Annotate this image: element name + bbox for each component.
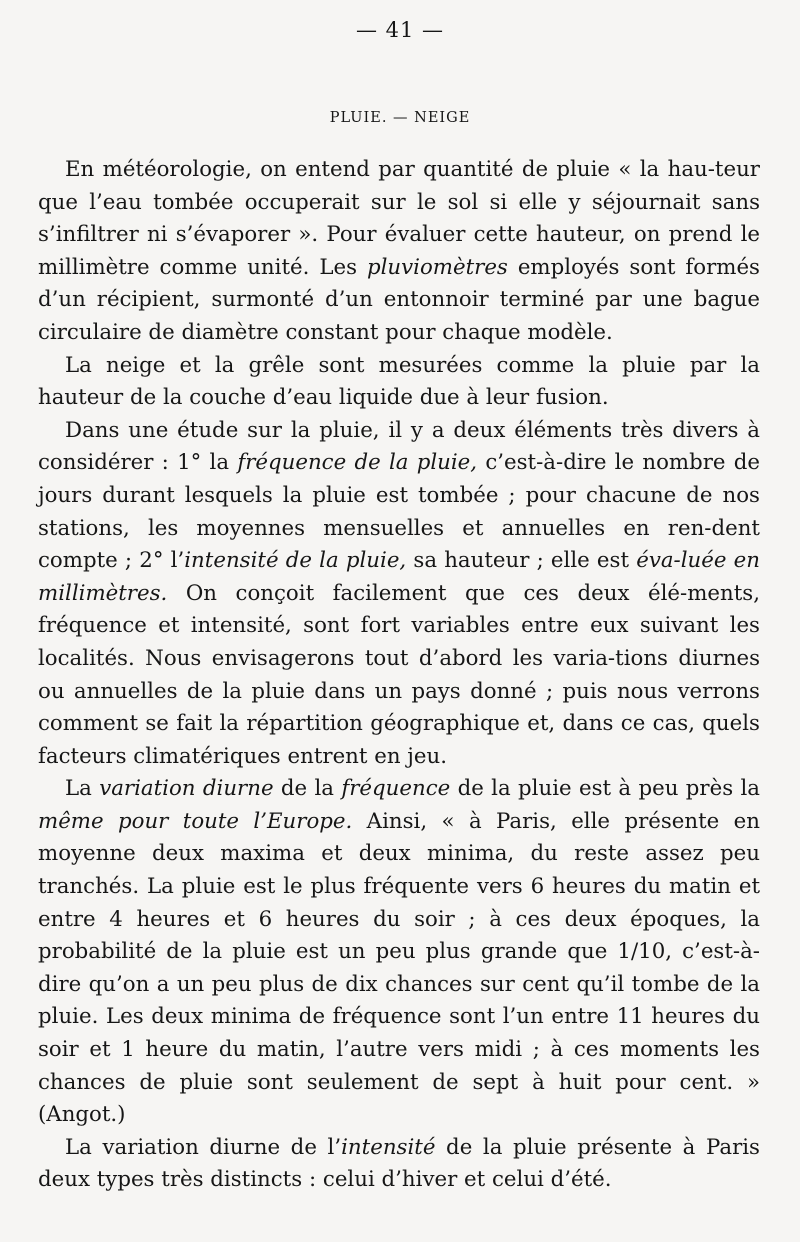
paragraph-elements — [38, 415, 760, 774]
text-run: Ainsi, « à Paris, elle présente en moyenne deux maxima et deux minima, du reste assez peu tranchés. La pluie est le plus fréquente vers 6 heures du matin et entre 4 heures et 6 heures du soir ; à ces deux époques, la probabilité de la pluie est un peu plus grande que 1/10, c’est-à-dire qu’on a un peu plus de dix chances sur cent qu’il tombe de la pluie. Les deux minima de fréquence sont l’un entre 11 heures du soir et 1 heure du matin, l’autre vers midi ; à ces moments les chances de pluie sont seulement de sept à huit pour cent. » (Angot.) — [38, 808, 760, 1128]
text-run: On conçoit facilement que ces deux élé-ments, fréquence et intensité, sont fort variables entre eux suivant les localités. Nous envisagerons tout d’abord les varia-tions diurnes ou annuelles de la pluie dans un pays donné ; puis nous verrons comment se fait la répartition géographique et, dans ce cas, quels facteurs climatériques entrent en jeu. — [38, 580, 760, 769]
italic-run: fréquence — [341, 776, 451, 802]
paragraph-diurnal-intensity — [38, 1132, 760, 1197]
text-run: c’est-à-dire le nombre de jours durant lesquels la pluie est tombée ; pour chacune de nos stations, les moyennes mensuelles et annuelles en ren-dent compte ; 2° l’ — [38, 450, 761, 574]
italic-run: intensité de la pluie, — [184, 548, 407, 574]
text-run: Dans une étude sur la pluie, il y a deux éléments très divers à considérer : 1° la — [38, 417, 760, 476]
paragraph-diurnal-frequency — [38, 773, 760, 1132]
body-text — [38, 154, 760, 1197]
italic-run: intensité — [341, 1134, 436, 1160]
italic-run: variation diurne — [99, 776, 274, 802]
paragraph-definition — [38, 154, 760, 350]
text-run: employés sont formés d’un récipient, surmonté d’un entonnoir terminé par une bague circulaire de diamètre constant pour chaque modèle. — [38, 254, 760, 345]
paragraph-snow-hail — [38, 350, 760, 415]
text-run: de la — [273, 776, 342, 802]
italic-run: même pour toute l’Europe. — [38, 808, 353, 834]
text-run: La — [65, 776, 100, 802]
running-head: PLUIE. — NEIGE — [329, 110, 471, 126]
text-run: de la pluie présente à Paris deux types très distincts : celui d’hiver et celui d’été. — [38, 1134, 760, 1193]
text-run: La variation diurne de l’ — [65, 1134, 342, 1160]
text-run: La neige et la grêle sont mesurées comme la pluie par la hauteur de la couche d’eau liquide due à leur fusion. — [38, 352, 760, 411]
page-number: — 41 — — [355, 18, 445, 42]
italic-run: fréquence de la pluie, — [237, 450, 478, 476]
italic-run: éva-luée en millimètres. — [38, 548, 760, 606]
text-run: de la pluie est à peu près la — [450, 776, 760, 802]
text-run: En météorologie, on entend par quantité de pluie « la hau-teur que l’eau tombée occuperait sur le sol si elle y séjournait sans s’infiltrer ni s’évaporer ». Pour évaluer cette hauteur, on prend le millimètre comme unité. Les — [38, 157, 760, 280]
text-run: sa hauteur ; elle est — [406, 548, 637, 574]
italic-run: pluviomètres — [366, 254, 508, 280]
